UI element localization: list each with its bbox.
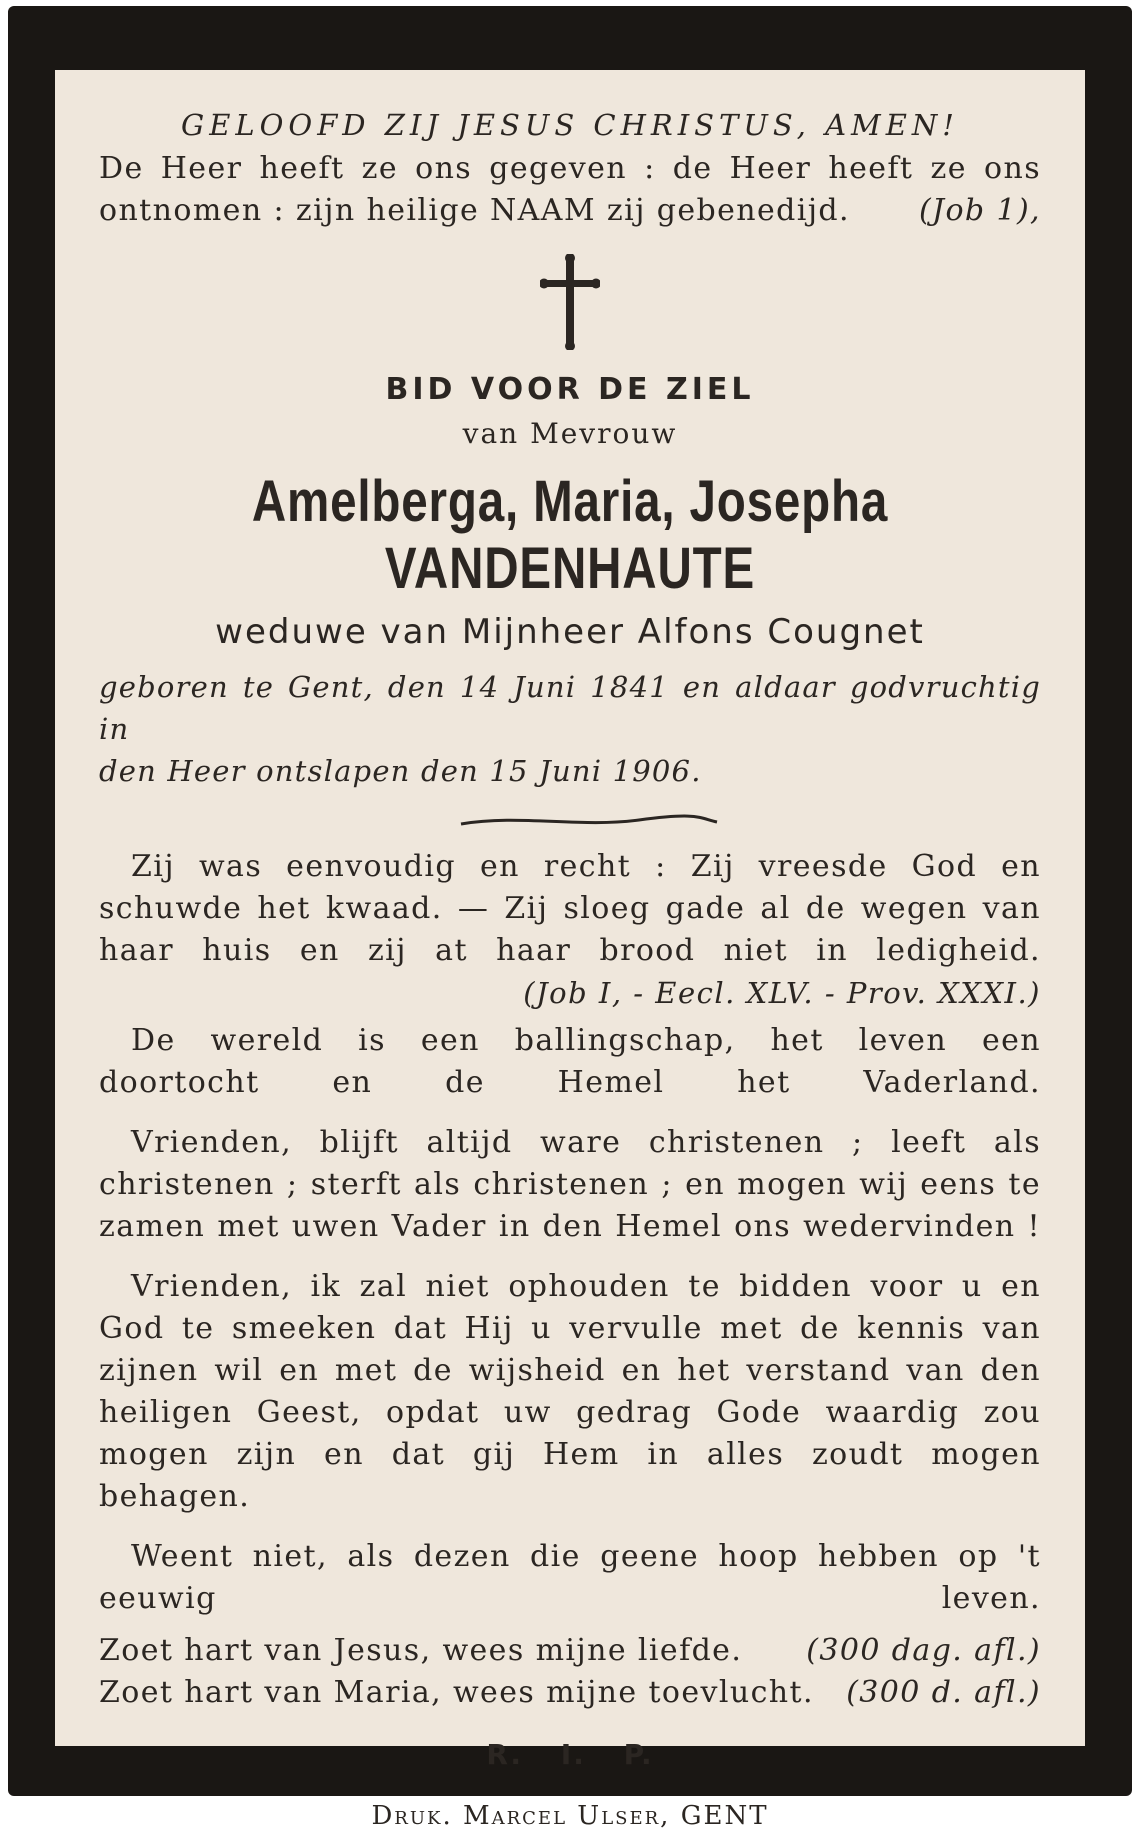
paragraph-2: De wereld is een ballingschap, het leven een doortocht en de Hemel het Vaderland.	[99, 1023, 1041, 1100]
prayer-1-indulgence: (300 dag. afl.)	[806, 1633, 1041, 1668]
prayer-1-row	[99, 1630, 1041, 1672]
card-inner-panel	[55, 70, 1085, 1831]
van-mevrouw: van Mevrouw	[462, 417, 678, 450]
paragraph-3: Vrienden, blijft altijd ware christenen ; leeft als christenen ; sterft als christenen ; en mogen wij eens te zamen met uwen Vader in den Hemel ons wedervinden !	[99, 1125, 1041, 1244]
paragraph-4: Vrienden, ik zal niet ophouden te bidden voor u en God te smeeken dat Hij u vervulle met de kennis van zijnen wil en met de wijsheid en het verstand van den heiligen Geest, opdat uw gedrag Gode waardig zou mogen zijn en dat gij Hem in alles zoudt mogen behagen.	[99, 1269, 1041, 1514]
paragraph-5: Weent niet, als dezen die geene hoop hebben op 't eeuwig leven.	[99, 1539, 1041, 1616]
prayer-2-row	[99, 1672, 1041, 1714]
prayer-2: Zoet hart van Maria, wees mijne toevlucht.	[99, 1675, 814, 1710]
verse-line-2-row	[99, 190, 1041, 232]
verse-reference: (Job 1),	[918, 193, 1041, 228]
prayer-1: Zoet hart van Jesus, wees mijne liefde.	[99, 1633, 743, 1668]
paragraph-1-reference: (Job I, - Eecl. XLV. - Prov. XXXI.)	[523, 976, 1041, 1010]
ornamental-swash	[459, 814, 719, 828]
memorial-card	[8, 6, 1132, 1831]
verse-line-2: ontnomen : zijn heilige NAAM zij gebenedijd.	[99, 193, 850, 228]
born-line-1: geboren te Gent, den 14 Juni 1841 en aldaar godvruchtig in	[99, 670, 1041, 746]
motto: GELOOFD ZIJ JESUS CHRISTUS, AMEN!	[181, 108, 959, 142]
rip: R. I. P.	[486, 1738, 654, 1771]
widow-of: weduwe van Mijnheer Alfons Cougnet	[215, 612, 925, 652]
verse-line-1: De Heer heeft ze ons gegeven : de Heer heeft ze ons	[99, 151, 1041, 186]
prayer-2-indulgence: (300 d. afl.)	[846, 1675, 1041, 1710]
bid-voor-de-ziel: BID VOOR DE ZIEL	[385, 372, 755, 407]
born-line-2: den Heer ontslapen den 15 Juni 1906.	[99, 754, 702, 788]
printer-imprint: Druk. Marcel Ulser, GENT	[371, 1801, 769, 1831]
paragraph-1: Zij was eenvoudig en recht : Zij vreesde God en schuwde het kwaad. — Zij sloeg gade al de wegen van haar huis en zij at haar brood niet in ledigheid.	[99, 849, 1041, 968]
deceased-name: Amelberga, Maria, Josepha VANDENHAUTE	[251, 469, 889, 601]
latin-cross-icon	[540, 254, 600, 350]
